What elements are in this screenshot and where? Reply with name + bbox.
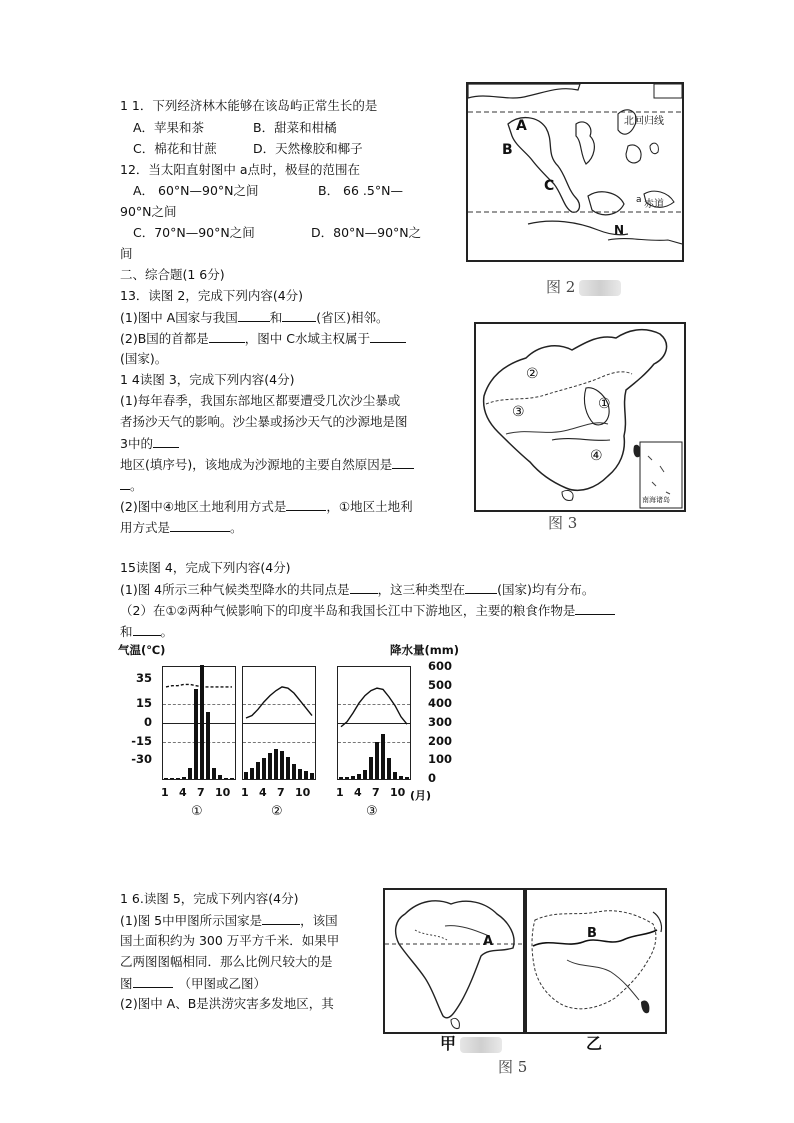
q13-part1-text-b: 和 [269,310,283,325]
q14-line3 [120,435,179,452]
temperature-curve-layer [243,667,315,779]
region-4-label: ④ [590,448,603,464]
q15-part2 [120,602,615,619]
q15-part2-text-b: 和 [120,624,133,639]
month-tick: 10 [390,786,406,799]
yangtze-map [527,890,665,1032]
panel-label: ② [271,804,283,819]
month-tick: 4 [354,786,362,799]
temperature-curve [246,687,312,718]
region-3-label: ③ [512,404,525,420]
q14-part2-text-a: (2)图中④地区土地利用方式是 [120,499,287,514]
climate-panel [242,666,316,780]
figure-5-right-map [525,888,667,1034]
q14-part2-text-d: 。 [230,520,243,535]
section-heading: 二、综合题(1 6分) [120,267,225,282]
month-tick: 10 [215,786,231,799]
q14-part2-text-c: 用方式是 [120,520,171,535]
answer-blank[interactable] [133,623,161,636]
q11-option-c: C．棉花和甘蔗 [133,141,217,156]
q16-line4-text-b: （甲图或乙图） [178,976,267,991]
temperature-axis-label: 气温(℃) [118,643,166,657]
q15-stem: 15读图 4，完成下列内容(4分) [120,560,291,575]
climate-chart [118,640,478,820]
temperature-tick: 0 [143,715,152,729]
answer-blank[interactable] [170,519,230,532]
q13-part2-text-a: (2)B国的首都是 [120,331,209,346]
q15-part1-text-b: ，这三种类型在 [377,582,466,597]
q11-option-b: B．甜菜和柑橘 [253,120,337,135]
climate-panel [162,666,236,780]
answer-blank[interactable] [153,435,179,448]
figure-5-right-label: 乙 [586,1034,603,1053]
blurred-watermark [579,280,621,296]
q12-option-c: C．70°N—90°N之间 [133,225,255,240]
q14-line5 [120,477,143,494]
answer-blank[interactable] [262,912,300,925]
month-tick: 10 [295,786,311,799]
point-n-label: N [614,223,625,237]
climate-panel [337,666,411,780]
answer-blank[interactable] [209,330,245,343]
q13-stem: 13．读图 2，完成下列内容(4分) [120,288,304,303]
figure-2-caption-text: 图 2 [546,278,576,296]
panel-label: ③ [366,804,378,819]
answer-blank[interactable] [238,309,270,322]
southeast-asia-map [468,84,682,260]
figure-5-caption: 图 5 [498,1058,528,1076]
panel-label: ① [191,804,203,819]
q12-option-d-cont: 间 [120,246,133,261]
answer-blank[interactable] [392,456,414,469]
blurred-watermark [460,1037,502,1053]
answer-blank[interactable] [286,498,326,511]
country-a-label: A [516,118,527,134]
q11-stem: 1 1．下列经济林木能够在该岛屿正常生长的是 [120,98,378,113]
q14-line4 [120,456,414,473]
water-c-label: C [544,178,555,194]
q14-line1: (1)每年春季，我国东部地区都要遭受几次沙尘暴或 [120,393,401,408]
point-a-label: a [636,195,642,205]
q16-line1-text-b: ，该国 [300,913,338,928]
q16-line5: (2)图中 A、B是洪涝灾害多发地区，其 [120,996,334,1011]
q13-part2-cont: (国家)。 [120,351,168,366]
q16-line1 [120,912,338,929]
figure-3-caption: 图 3 [548,514,578,532]
temperature-curve-layer [338,667,410,779]
q12-stem: 12．当太阳直射图中 a点时，极昼的范围在 [120,162,361,177]
q14-part2-text-b: ，①地区土地利 [326,499,413,514]
q14-line3-text: 3中的 [120,436,153,451]
answer-blank[interactable] [350,581,378,594]
answer-blank[interactable] [133,975,173,988]
q12-option-b-cont: 90°N之间 [120,204,177,219]
india-map [385,890,523,1032]
precipitation-tick: 0 [428,771,437,785]
month-tick: 7 [372,786,380,799]
q13-part1-text-a: (1)图中 A国家与我国 [120,310,238,325]
figure-5-left-map [383,888,525,1034]
temperature-curve-layer [163,667,235,779]
region-a-label: A [483,934,494,949]
precipitation-tick: 200 [428,733,453,748]
q13-part1-text-c: (省区)相邻。 [316,310,389,325]
q14-part2 [120,498,413,515]
month-tick: 1 [336,786,344,799]
precipitation-tick: 300 [428,715,453,729]
answer-blank[interactable] [575,602,615,615]
answer-blank[interactable] [465,581,497,594]
month-tick: 4 [259,786,267,799]
q16-line1-text-a: (1)图 5中甲图所示国家是 [120,913,263,928]
q12-option-b: B． 66 .5°N— [318,183,403,198]
temperature-tick: 15 [135,696,152,711]
precipitation-tick: 100 [428,752,453,767]
q12-option-d: D．80°N—90°N之 [311,225,422,240]
month-tick: 7 [197,786,205,799]
q16-line4-text-a: 图 [120,976,133,991]
figure-3-map [474,322,686,512]
q15-part1 [120,581,594,598]
temperature-tick: -15 [131,733,152,748]
q14-line2: 者扬沙天气的影响。沙尘暴或扬沙天气的沙源地是图 [120,414,408,429]
q13-part2 [120,330,406,347]
q16-line2: 国土面积约为 300 万平方千米．如果甲 [120,933,340,948]
temperature-curve [341,688,407,727]
temperature-tick: 35 [135,671,152,686]
south-china-sea-islands-label: 南海诸岛 [642,496,670,504]
q14-part2-cont [120,519,243,536]
tropic-of-cancer-label: 北回归线 [624,116,664,127]
figure-2-caption [546,276,621,297]
region-1-label: ① [598,396,611,412]
region-2-label: ② [526,366,539,382]
figure-5-left-label-text: 甲 [440,1034,457,1053]
figure-2-map [466,82,684,262]
q13-part1 [120,309,389,326]
q11-option-a: A．苹果和茶 [133,120,205,135]
q15-part1-text-a: (1)图 4所示三种气候类型降水的共同点是 [120,582,350,597]
precipitation-tick: 600 [428,659,453,673]
q14-line4-text: 地区(填序号)，该地成为沙源地的主要自然原因是 [120,457,393,472]
answer-blank[interactable] [120,477,130,490]
country-b-label: B [502,142,513,158]
precipitation-tick: 400 [428,696,453,711]
q16-line4 [120,975,266,992]
answer-blank[interactable] [282,309,316,322]
q12-option-a: A． 60°N—90°N之间 [133,183,259,198]
month-unit-label: (月) [410,789,432,802]
month-tick: 4 [179,786,187,799]
precipitation-tick: 500 [428,677,453,692]
temperature-curve [166,684,232,686]
q15-part2-text-c: 。 [160,624,174,639]
q13-part2-text-b: ，图中 C水域主权属于 [244,331,370,346]
precipitation-axis-label: 降水量(mm) [390,643,459,657]
temperature-tick: -30 [131,752,152,767]
figure-5-left-label [440,1036,502,1053]
month-tick: 7 [277,786,285,799]
month-tick: 1 [161,786,169,799]
q15-part2-text-a: （2）在①②两种气候影响下的印度半岛和我国长江中下游地区，主要的粮食作物是 [120,603,576,618]
q16-stem: 1 6.读图 5，完成下列内容(4分) [120,891,299,906]
answer-blank[interactable] [370,330,406,343]
region-b-label: B [587,926,597,941]
month-tick: 1 [241,786,249,799]
q14-line5-text: 。 [130,478,143,493]
china-map [476,324,684,510]
q15-part2-cont [120,623,173,640]
q11-option-d: D．天然橡胶和椰子 [253,141,363,156]
q14-stem: 1 4读图 3，完成下列内容(4分) [120,372,295,387]
q15-part1-text-c: (国家)均有分布。 [497,582,595,597]
equator-label: 赤道 [644,199,664,210]
q16-line3: 乙两图图幅相同．那么比例尺较大的是 [120,954,333,969]
